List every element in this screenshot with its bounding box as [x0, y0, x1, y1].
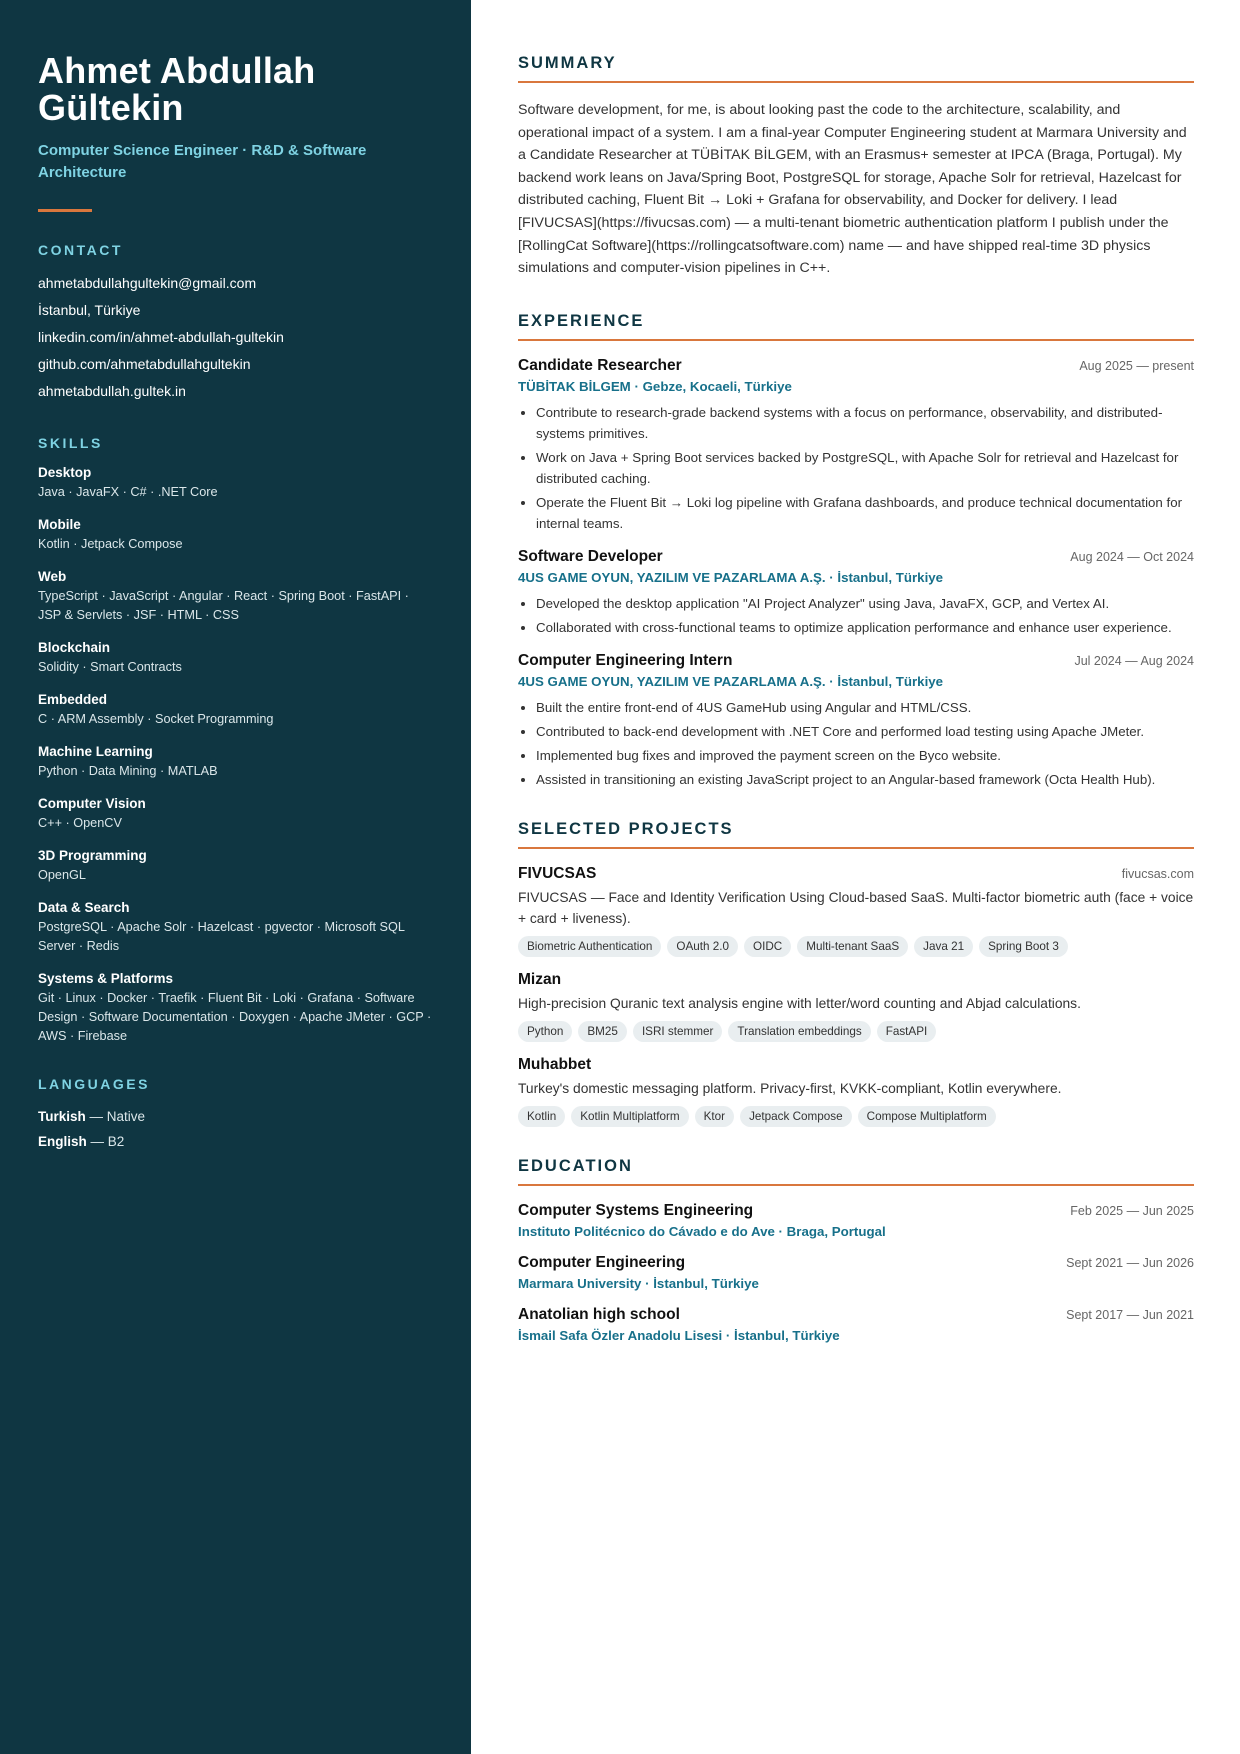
job-title: Candidate Researcher: [518, 356, 682, 374]
skill-group: [38, 463, 433, 502]
project-title: FIVUCSAS: [518, 864, 597, 882]
job-date: Aug 2024 — Oct 2024: [1070, 549, 1194, 564]
skill-items: C++ · OpenCV: [38, 816, 122, 830]
language-item: [38, 1129, 433, 1154]
language-name: Turkish: [38, 1109, 86, 1124]
skill-items: Git · Linux · Docker · Traefik · Fluent Bit · Loki · Grafana · Software Design · Software Documentation · Doxygen · Apache JMeter · GCP · AWS · Firebase: [38, 991, 432, 1043]
degree-title: Computer Engineering: [518, 1253, 686, 1271]
job-bullets: [518, 402, 1194, 534]
skill-category: Machine Learning: [38, 744, 153, 759]
project-tags: [518, 936, 1194, 957]
project-tag: Jetpack Compose: [740, 1106, 852, 1127]
project-tag: Ktor: [695, 1106, 734, 1127]
language-level: — B2: [86, 1134, 125, 1149]
projects-heading: SELECTED PROJECTS: [518, 820, 1194, 849]
education-entry: [518, 1306, 1194, 1343]
skill-group: [38, 638, 433, 677]
education-entry: [518, 1202, 1194, 1239]
job-bullet: • Contribute to research-grade backend systems with a focus on performance, observability, and distributed-systems primitives.: [536, 402, 1194, 444]
skills-heading: SKILLS: [38, 435, 103, 451]
skills-list: [38, 463, 433, 1046]
language-name: English: [38, 1134, 87, 1149]
skill-items: Solidity · Smart Contracts: [38, 660, 182, 674]
skill-category: Web: [38, 569, 67, 584]
project-tag: Compose Multiplatform: [858, 1106, 996, 1127]
degree-title: Computer Systems Engineering: [518, 1201, 754, 1219]
project-tags: [518, 1106, 1194, 1127]
degree-date: Feb 2025 — Jun 2025: [1070, 1203, 1194, 1218]
school-name: Instituto Politécnico do Cávado e do Ave · Braga, Portugal: [518, 1223, 886, 1239]
job-bullet: • Work on Java + Spring Boot services backed by PostgreSQL, with Apache Solr for retrieval and Hazelcast for distributed caching.: [536, 447, 1194, 489]
job-organization: TÜBİTAK BİLGEM · Gebze, Kocaeli, Türkiye: [518, 378, 792, 394]
school-name: İsmail Safa Özler Anadolu Lisesi · İstanbul, Türkiye: [518, 1327, 840, 1343]
contact-website[interactable]: ahmetabdullah.gultek.in: [38, 383, 186, 399]
skill-items: OpenGL: [38, 868, 86, 882]
projects-section: [518, 820, 1194, 1127]
contact-linkedin[interactable]: linkedin.com/in/ahmet-abdullah-gultekin: [38, 329, 284, 345]
project-tag: FastAPI: [877, 1021, 937, 1042]
job-bullet: • Collaborated with cross-functional teams to optimize application performance and enhance user experience.: [536, 617, 1194, 638]
degree-date: Sept 2021 — Jun 2026: [1066, 1255, 1194, 1270]
project-tag: Kotlin Multiplatform: [571, 1106, 688, 1127]
job-title: Computer Engineering Intern: [518, 651, 733, 669]
languages-list: [38, 1104, 433, 1154]
experience-entry: [518, 357, 1194, 534]
skill-items: C · ARM Assembly · Socket Programming: [38, 712, 274, 726]
contact-location: İstanbul, Türkiye: [38, 302, 141, 318]
job-bullet: • Assisted in transitioning an existing JavaScript project to an Angular-based framework (Octa Health Hub).: [536, 769, 1194, 790]
language-item: [38, 1104, 433, 1129]
candidate-name: Ahmet Abdullah Gültekin: [38, 50, 316, 128]
project-link[interactable]: fivucsas.com: [1121, 866, 1194, 881]
contact-github[interactable]: github.com/ahmetabdullahgultekin: [38, 356, 251, 372]
experience-entry: [518, 652, 1194, 790]
project-description: High-precision Quranic text analysis engine with letter/word counting and Abjad calculations.: [518, 995, 1081, 1011]
job-bullet: • Operate the Fluent Bit → Loki log pipeline with Grafana dashboards, and produce technical documentation for internal teams.: [536, 492, 1194, 534]
skill-items: Kotlin · Jetpack Compose: [38, 537, 183, 551]
job-bullet: • Contributed to back-end development with .NET Core and performed load testing using Apache JMeter.: [536, 721, 1194, 742]
skill-items: Python · Data Mining · MATLAB: [38, 764, 218, 778]
skill-group: [38, 794, 433, 833]
job-bullets: [518, 697, 1194, 790]
skill-group: [38, 969, 433, 1046]
language-level: — Native: [85, 1109, 146, 1124]
experience-section: [518, 312, 1194, 790]
job-bullet: • Implemented bug fixes and improved the payment screen on the Byco website.: [536, 745, 1194, 766]
contact-heading: CONTACT: [38, 242, 123, 258]
project-tag: Translation embeddings: [728, 1021, 870, 1042]
accent-divider: [38, 209, 92, 212]
sidebar: [0, 0, 471, 1754]
skill-items: TypeScript · JavaScript · Angular · React · Spring Boot · FastAPI · JSP & Servlets · JSF · HTML · CSS: [38, 589, 409, 622]
job-date: Aug 2025 — present: [1079, 358, 1194, 373]
skill-category: Data & Search: [38, 900, 130, 915]
job-organization: 4US GAME OYUN, YAZILIM VE PAZARLAMA A.Ş. · İstanbul, Türkiye: [518, 569, 944, 585]
job-bullet: • Built the entire front-end of 4US GameHub using Angular and HTML/CSS.: [536, 697, 1194, 718]
skill-group: [38, 690, 433, 729]
project-title: Mizan: [518, 970, 562, 988]
skill-group: [38, 898, 433, 956]
job-bullet: • Developed the desktop application "AI Project Analyzer" using Java, JavaFX, GCP, and Vertex AI.: [536, 593, 1194, 614]
project-entry: [518, 971, 1194, 1042]
project-tags: [518, 1021, 1194, 1042]
education-section: [518, 1157, 1194, 1343]
skill-items: PostgreSQL · Apache Solr · Hazelcast · pgvector · Microsoft SQL Server · Redis: [38, 920, 405, 953]
project-tag: Java 21: [914, 936, 973, 957]
skill-category: 3D Programming: [38, 848, 147, 863]
tagline: Computer Science Engineer · R&D & Software Architecture: [38, 142, 367, 181]
skill-category: Blockchain: [38, 640, 111, 655]
skill-category: Desktop: [38, 465, 92, 480]
skill-category: Embedded: [38, 692, 108, 707]
main-content: [471, 0, 1240, 1754]
languages-heading: LANGUAGES: [38, 1076, 150, 1092]
skill-category: Mobile: [38, 517, 81, 532]
project-tag: Kotlin: [518, 1106, 565, 1127]
summary-heading: SUMMARY: [518, 54, 1194, 83]
summary-text: Software development, for me, is about looking past the code to the architecture, scalability, and operational impact of a system. I am a final-year Computer Engineering student at Marmara University and a Candidate Researcher at TÜBİTAK BİLGEM, with an Erasmus+ semester at IPCA (Braga, Portugal). My backend work leans on Java/Spring Boot, PostgreSQL for storage, Apache Solr for retrieval, Hazelcast for distributed caching, Fluent Bit → Loki + Grafana for observability, and Docker for delivery. I lead [FIVUCSAS](https://fivucsas.com) — a multi-tenant biometric authentication platform I publish under the [RollingCat Software](https://rollingcatsoftware.com) name — and have shipped real-time 3D physics simulations and computer-vision pipelines in C++.: [518, 102, 1187, 277]
project-entry: [518, 1056, 1194, 1127]
job-title: Software Developer: [518, 547, 663, 565]
project-title: Muhabbet: [518, 1055, 592, 1073]
education-entry: [518, 1254, 1194, 1291]
experience-entry: [518, 548, 1194, 638]
education-heading: EDUCATION: [518, 1157, 1194, 1186]
project-description: Turkey's domestic messaging platform. Privacy-first, KVKK-compliant, Kotlin everywhere.: [518, 1080, 1062, 1096]
project-tag: OAuth 2.0: [667, 936, 738, 957]
skill-group: [38, 846, 433, 885]
project-tag: BM25: [578, 1021, 627, 1042]
project-description: FIVUCSAS — Face and Identity Verification Using Cloud-based SaaS. Multi-factor biometric auth (face + voice + card + liveness).: [518, 889, 1194, 926]
degree-date: Sept 2017 — Jun 2021: [1066, 1307, 1194, 1322]
skill-group: [38, 515, 433, 554]
school-name: Marmara University · İstanbul, Türkiye: [518, 1275, 759, 1291]
project-tag: Python: [518, 1021, 572, 1042]
skill-group: [38, 567, 433, 625]
contact-list: [38, 270, 433, 405]
job-date: Jul 2024 — Aug 2024: [1074, 653, 1194, 668]
project-tag: Spring Boot 3: [979, 936, 1068, 957]
job-bullets: [518, 593, 1194, 638]
project-tag: ISRI stemmer: [633, 1021, 722, 1042]
project-entry: [518, 865, 1194, 957]
experience-heading: EXPERIENCE: [518, 312, 1194, 341]
skill-category: Systems & Platforms: [38, 971, 174, 986]
job-organization: 4US GAME OYUN, YAZILIM VE PAZARLAMA A.Ş. · İstanbul, Türkiye: [518, 673, 944, 689]
project-tag: OIDC: [744, 936, 791, 957]
skill-items: Java · JavaFX · C# · .NET Core: [38, 485, 218, 499]
project-tag: Multi-tenant SaaS: [797, 936, 908, 957]
skill-category: Computer Vision: [38, 796, 146, 811]
degree-title: Anatolian high school: [518, 1305, 680, 1323]
contact-email[interactable]: ahmetabdullahgultekin@gmail.com: [38, 275, 257, 291]
project-tag: Biometric Authentication: [518, 936, 661, 957]
skill-group: [38, 742, 433, 781]
